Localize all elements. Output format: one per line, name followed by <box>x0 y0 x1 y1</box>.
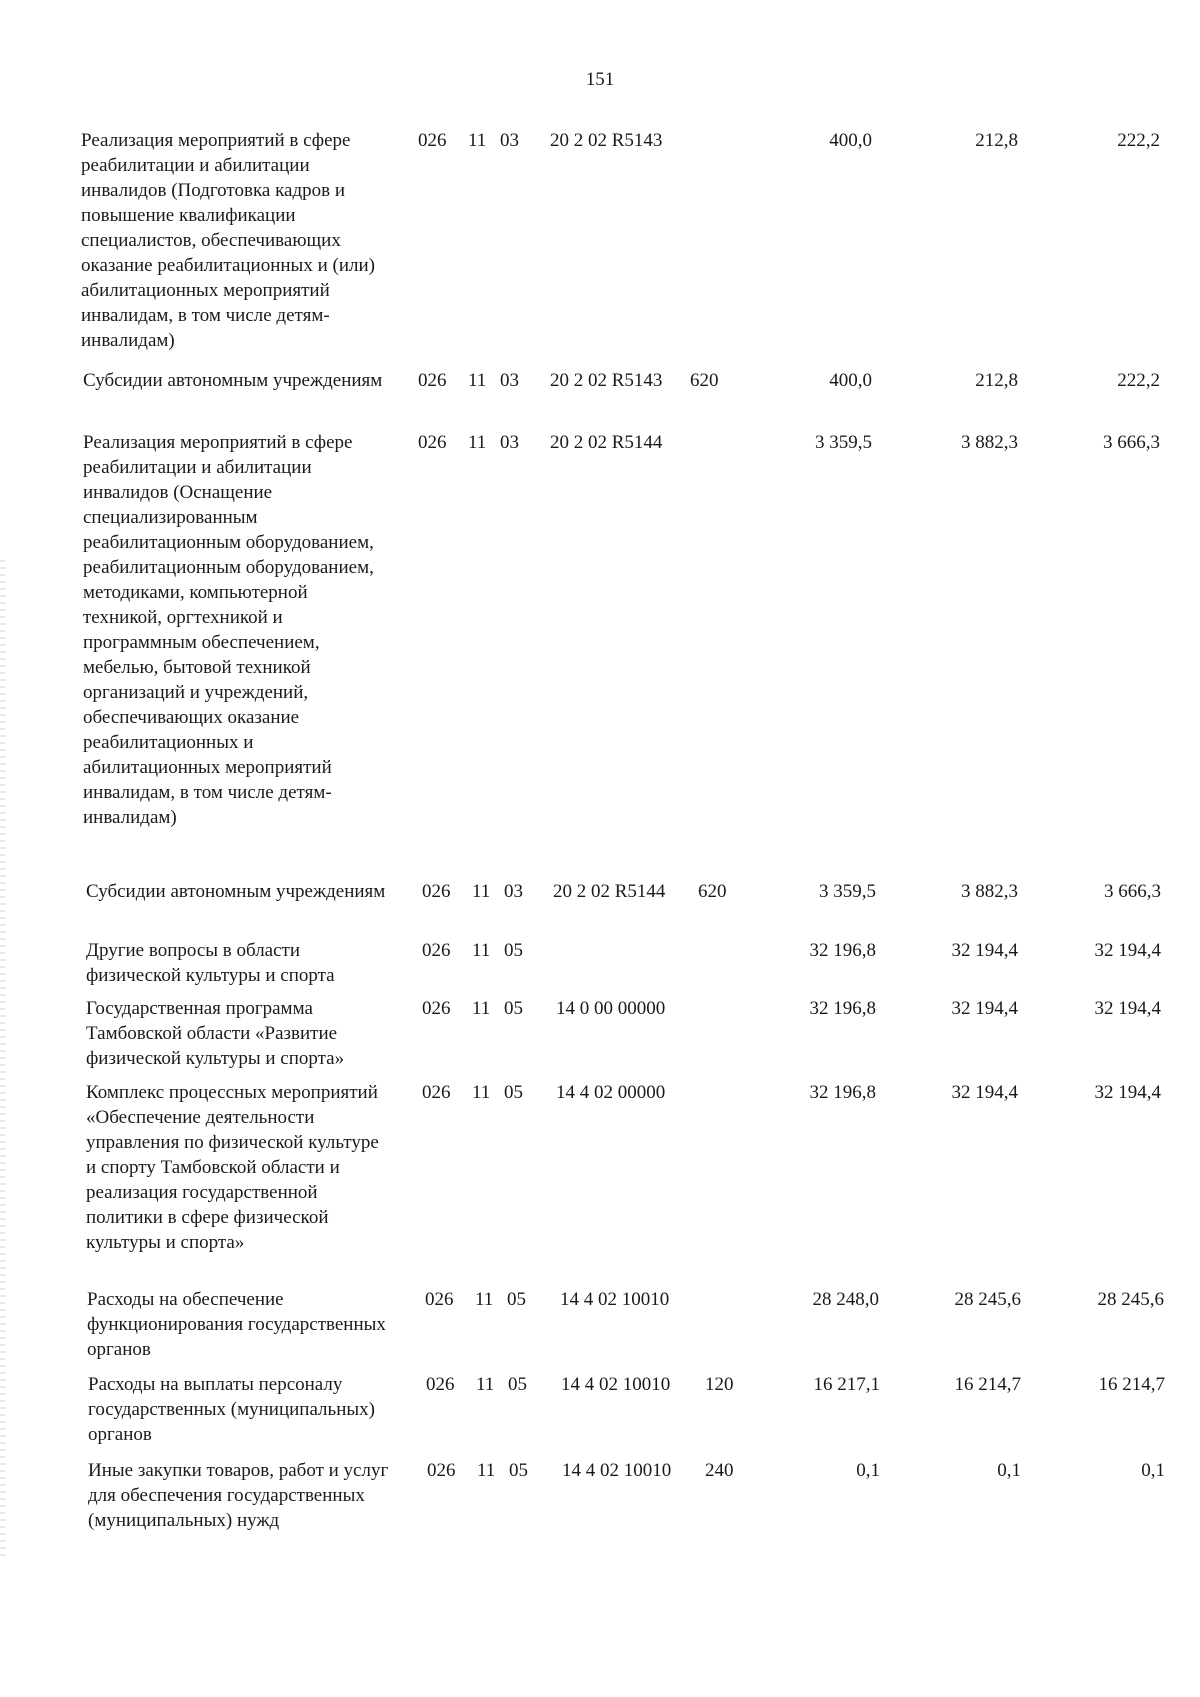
value-year-2: 3 882,3 <box>961 432 1018 453</box>
expense-type-code: 240 <box>705 1460 734 1481</box>
value-year-3: 0,1 <box>1141 1460 1165 1481</box>
section-code: 11 <box>468 432 487 453</box>
value-year-3: 32 194,4 <box>1094 940 1161 961</box>
value-year-1: 32 196,8 <box>809 1082 876 1103</box>
value-year-2: 212,8 <box>975 370 1018 391</box>
value-year-1: 400,0 <box>829 130 872 151</box>
expense-type-code: 620 <box>698 881 727 902</box>
value-year-3: 16 214,7 <box>1098 1374 1165 1395</box>
subsection-code: 03 <box>500 370 519 391</box>
ministry-code: 026 <box>418 432 447 453</box>
value-year-1: 0,1 <box>856 1460 880 1481</box>
value-year-2: 0,1 <box>997 1460 1021 1481</box>
target-article-code: 20 2 02 R5144 <box>550 432 663 453</box>
ministry-code: 026 <box>418 130 447 151</box>
value-year-3: 222,2 <box>1117 130 1160 151</box>
expense-type-code: 120 <box>705 1374 734 1395</box>
section-code: 11 <box>468 130 487 151</box>
value-year-1: 400,0 <box>829 370 872 391</box>
target-article-code: 14 4 02 00000 <box>556 1082 666 1103</box>
target-article-code: 20 2 02 R5143 <box>550 370 663 391</box>
subsection-code: 03 <box>500 432 519 453</box>
value-year-1: 32 196,8 <box>809 998 876 1019</box>
row-description: Субсидии автономным учреждениям <box>86 881 386 902</box>
subsection-code: 05 <box>507 1289 526 1310</box>
row-description: Реализация мероприятий в сфере реабилитации и абилитации инвалидов (Оснащение специализированным реабилитационным оборудованием, реабилитационным оборудованием, методиками, компьютерной техникой, оргтехникой и программным обеспечением, мебелью, бытовой техникой организаций и учреждений, обеспечивающих оказание реабилитационных и абилитационных мероприятий инвалидам, в том числе детям-инвалидам) <box>83 432 374 828</box>
value-year-3: 222,2 <box>1117 370 1160 391</box>
target-article-code: 14 4 02 10010 <box>561 1374 671 1395</box>
value-year-3: 3 666,3 <box>1103 432 1160 453</box>
section-code: 11 <box>475 1289 494 1310</box>
row-description: Реализация мероприятий в сфере реабилитации и абилитации инвалидов (Подготовка кадров и повышение квалификации специалистов, обеспечивающих оказание реабилитационных и (или) абилитационных мероприятий инвалидам, в том числе детям-инвалидам) <box>81 130 375 351</box>
target-article-code: 14 4 02 10010 <box>562 1460 672 1481</box>
value-year-1: 3 359,5 <box>819 881 876 902</box>
section-code: 11 <box>468 370 487 391</box>
value-year-2: 16 214,7 <box>954 1374 1021 1395</box>
row-description: Расходы на обеспечение функционирования государственных органов <box>87 1289 386 1360</box>
ministry-code: 026 <box>422 998 451 1019</box>
ministry-code: 026 <box>427 1460 456 1481</box>
row-description: Другие вопросы в области физической культуры и спорта <box>86 940 335 986</box>
value-year-2: 212,8 <box>975 130 1018 151</box>
subsection-code: 05 <box>504 998 523 1019</box>
subsection-code: 05 <box>508 1374 527 1395</box>
section-code: 11 <box>472 998 491 1019</box>
ministry-code: 026 <box>422 940 451 961</box>
value-year-3: 32 194,4 <box>1094 998 1161 1019</box>
row-description: Субсидии автономным учреждениям <box>83 370 383 391</box>
value-year-1: 28 248,0 <box>812 1289 879 1310</box>
value-year-3: 3 666,3 <box>1104 881 1161 902</box>
section-code: 11 <box>472 881 491 902</box>
section-code: 11 <box>477 1460 496 1481</box>
value-year-1: 3 359,5 <box>815 432 872 453</box>
ministry-code: 026 <box>422 881 451 902</box>
subsection-code: 05 <box>504 940 523 961</box>
ministry-code: 026 <box>422 1082 451 1103</box>
row-description: Государственная программа Тамбовской области «Развитие физической культуры и спорта» <box>86 998 345 1069</box>
scan-edge-artifact <box>0 560 6 1560</box>
target-article-code: 20 2 02 R5144 <box>553 881 666 902</box>
value-year-3: 28 245,6 <box>1097 1289 1164 1310</box>
ministry-code: 026 <box>418 370 447 391</box>
value-year-2: 28 245,6 <box>954 1289 1021 1310</box>
value-year-2: 32 194,4 <box>951 1082 1018 1103</box>
subsection-code: 03 <box>504 881 523 902</box>
target-article-code: 14 4 02 10010 <box>560 1289 670 1310</box>
ministry-code: 026 <box>426 1374 455 1395</box>
value-year-3: 32 194,4 <box>1094 1082 1161 1103</box>
ministry-code: 026 <box>425 1289 454 1310</box>
target-article-code: 20 2 02 R5143 <box>550 130 663 151</box>
subsection-code: 05 <box>504 1082 523 1103</box>
subsection-code: 03 <box>500 130 519 151</box>
section-code: 11 <box>472 940 491 961</box>
section-code: 11 <box>472 1082 491 1103</box>
value-year-2: 3 882,3 <box>961 881 1018 902</box>
target-article-code: 14 0 00 00000 <box>556 998 666 1019</box>
value-year-2: 32 194,4 <box>951 998 1018 1019</box>
row-description: Расходы на выплаты персоналу государственных (муниципальных) органов <box>88 1374 375 1445</box>
section-code: 11 <box>476 1374 495 1395</box>
subsection-code: 05 <box>509 1460 528 1481</box>
page-number: 151 <box>585 69 615 90</box>
row-description: Иные закупки товаров, работ и услуг для обеспечения государственных (муниципальных) нужд <box>88 1460 389 1531</box>
value-year-1: 16 217,1 <box>813 1374 880 1395</box>
expense-type-code: 620 <box>690 370 719 391</box>
value-year-2: 32 194,4 <box>951 940 1018 961</box>
value-year-1: 32 196,8 <box>809 940 876 961</box>
row-description: Комплекс процессных мероприятий «Обеспечение деятельности управления по физической культуре и спорту Тамбовской области и реализация государственной политики в сфере физической культуры и спорта» <box>86 1082 379 1253</box>
